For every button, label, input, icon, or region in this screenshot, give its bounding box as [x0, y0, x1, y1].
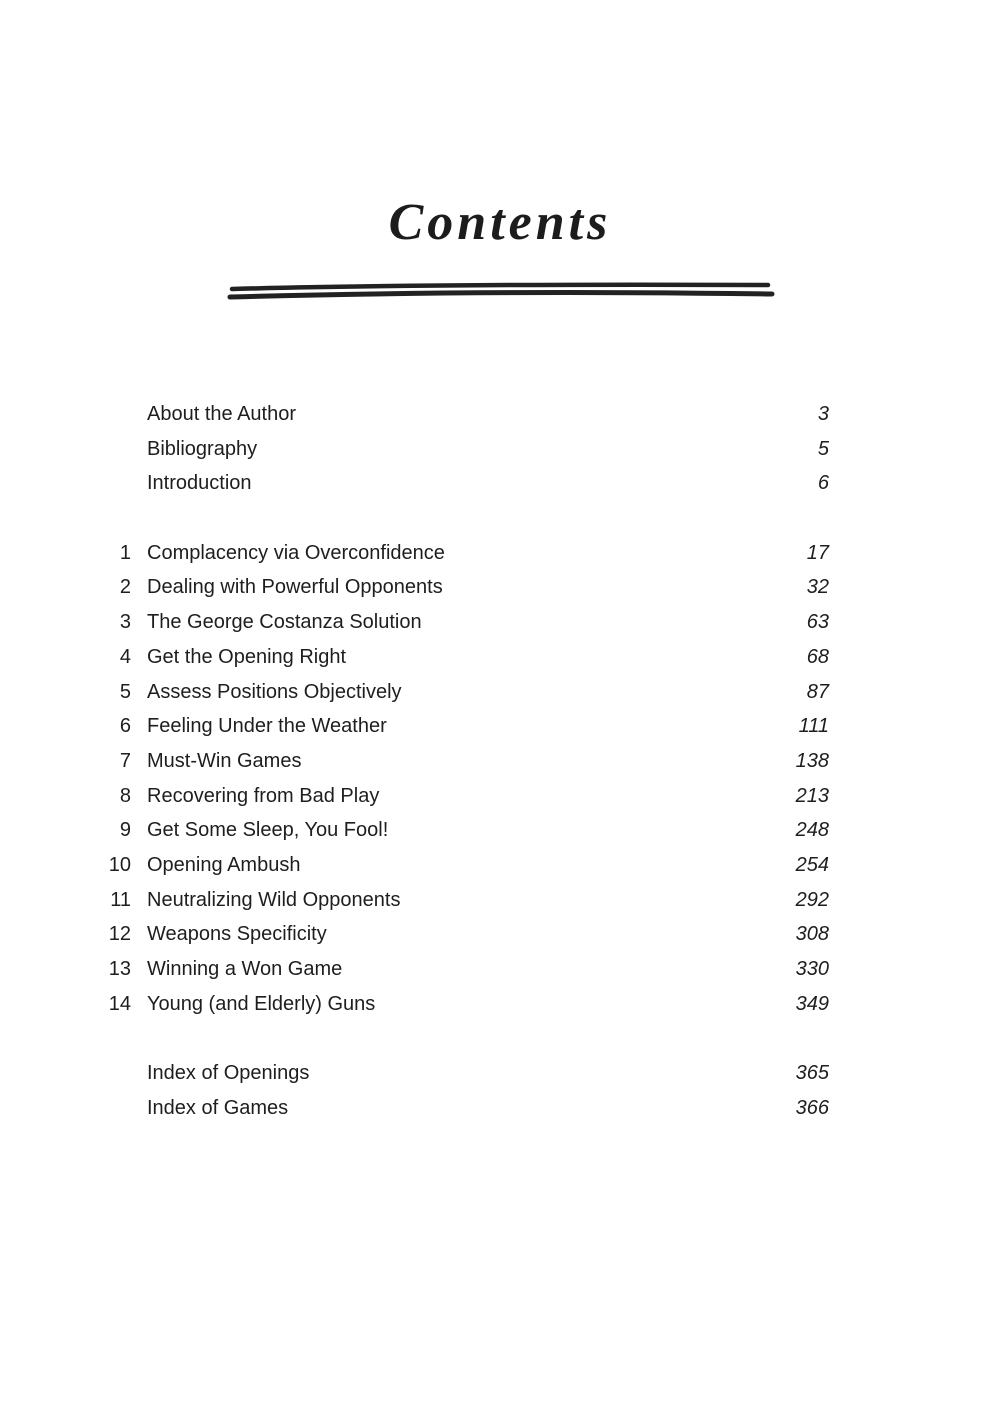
toc-chapter-entry[interactable] — [0, 952, 1000, 987]
chapter-number: 2 — [119, 576, 131, 599]
section-gap — [0, 501, 1000, 536]
chapter-page-number: 138 — [795, 749, 829, 772]
chapter-title: Must-Win Games — [147, 749, 302, 772]
chapter-number: 14 — [108, 992, 131, 1015]
chapter-number: 5 — [119, 680, 131, 703]
chapter-title: Assess Positions Objectively — [147, 680, 402, 703]
chapter-title: Complacency via Overconfidence — [147, 541, 445, 564]
chapter-title: Young (and Elderly) Guns — [147, 992, 376, 1015]
entry-page-number: 366 — [795, 1096, 829, 1119]
entry-page-number: 365 — [795, 1062, 829, 1085]
section-gap — [0, 1021, 1000, 1056]
toc-entry[interactable] — [0, 1056, 1000, 1091]
toc-chapter-entry[interactable] — [0, 987, 1000, 1022]
entry-title: About the Author — [147, 403, 297, 425]
toc-chapter-entry[interactable] — [0, 744, 1000, 779]
toc-entry[interactable] — [0, 432, 1000, 467]
toc-chapter-entry[interactable] — [0, 779, 1000, 814]
table-of-contents — [0, 397, 1000, 1125]
chapter-title: Neutralizing Wild Opponents — [147, 888, 401, 911]
chapter-page-number: 254 — [795, 853, 829, 876]
toc-entry[interactable] — [0, 466, 1000, 501]
chapter-number: 8 — [119, 784, 131, 807]
chapter-title: Get Some Sleep, You Fool! — [147, 819, 389, 842]
toc-chapter-entry[interactable] — [0, 883, 1000, 918]
chapter-page-number: 32 — [806, 576, 829, 599]
entry-page-number: 6 — [817, 472, 829, 495]
toc-chapter-entry[interactable] — [0, 675, 1000, 710]
chapter-number: 6 — [119, 715, 131, 738]
chapter-page-number: 68 — [806, 645, 829, 668]
chapter-number: 9 — [119, 819, 131, 842]
entry-page-number: 3 — [817, 403, 829, 425]
chapter-page-number: 248 — [795, 819, 829, 842]
entry-title: Index of Openings — [147, 1062, 310, 1085]
chapter-page-number: 308 — [795, 923, 829, 946]
toc-chapter-entry[interactable] — [0, 917, 1000, 952]
chapter-number: 13 — [108, 958, 131, 980]
entry-title: Index of Games — [147, 1096, 289, 1119]
entry-page-number: 5 — [817, 437, 829, 460]
toc-entry[interactable] — [0, 397, 1000, 432]
chapter-title: Weapons Specificity — [147, 923, 327, 946]
chapter-page-number: 111 — [798, 715, 829, 738]
toc-chapter-entry[interactable] — [0, 570, 1000, 605]
chapter-number: 3 — [119, 611, 131, 634]
toc-chapter-entry[interactable] — [0, 605, 1000, 640]
chapter-title: Dealing with Powerful Opponents — [147, 576, 443, 599]
chapter-number: 1 — [119, 541, 131, 564]
toc-chapter-entry[interactable] — [0, 709, 1000, 744]
chapter-page-number: 87 — [806, 680, 829, 703]
chapter-title: Winning a Won Game — [147, 958, 343, 980]
title-underline — [226, 280, 776, 304]
toc-chapter-entry[interactable] — [0, 848, 1000, 883]
chapter-number: 12 — [108, 923, 131, 946]
chapter-title: Feeling Under the Weather — [147, 715, 387, 738]
chapter-title: The George Costanza Solution — [147, 611, 422, 634]
chapter-page-number: 213 — [795, 784, 829, 807]
chapter-page-number: 349 — [795, 992, 829, 1015]
chapter-number: 4 — [119, 645, 131, 668]
chapter-number: 11 — [110, 888, 131, 911]
toc-chapter-entry[interactable] — [0, 640, 1000, 675]
toc-chapter-entry[interactable] — [0, 536, 1000, 571]
entry-title: Introduction — [147, 472, 252, 495]
chapter-number: 7 — [119, 749, 131, 772]
chapter-title: Get the Opening Right — [147, 645, 347, 668]
chapter-page-number: 292 — [795, 888, 829, 911]
toc-chapter-entry[interactable] — [0, 813, 1000, 848]
chapter-page-number: 63 — [806, 611, 829, 634]
toc-entry[interactable] — [0, 1091, 1000, 1126]
entry-title: Bibliography — [147, 437, 258, 460]
chapter-page-number: 17 — [806, 541, 829, 564]
chapter-page-number: 330 — [795, 958, 829, 980]
chapter-title: Recovering from Bad Play — [147, 784, 380, 807]
page-title: Contents — [388, 194, 612, 251]
chapter-number: 10 — [108, 853, 131, 876]
chapter-title: Opening Ambush — [147, 853, 301, 876]
